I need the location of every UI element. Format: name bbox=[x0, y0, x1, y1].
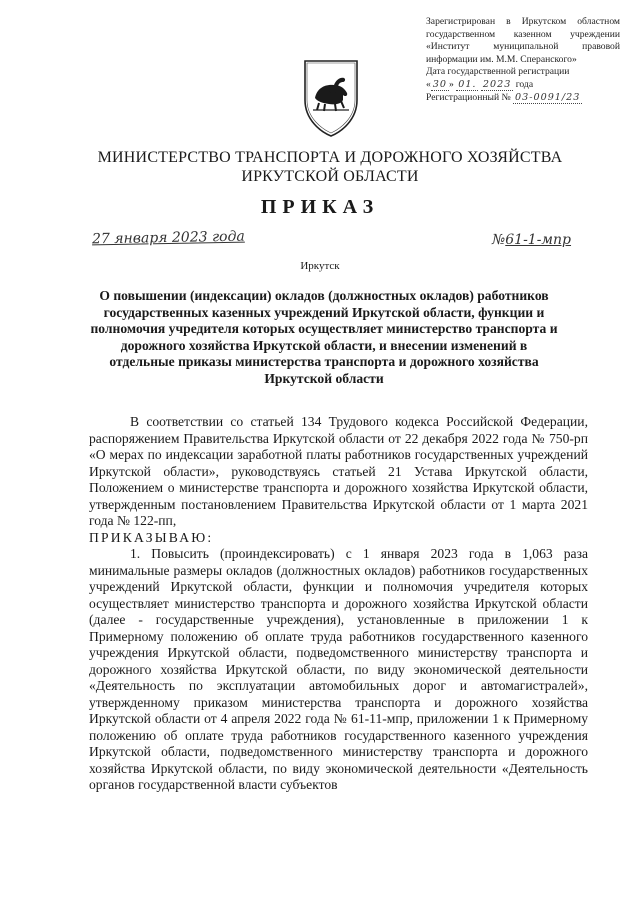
ministry-heading bbox=[80, 148, 580, 186]
registration-number: 03-0091/23 bbox=[515, 91, 581, 103]
registration-number-row: Регистрационный № 03-0091/23 bbox=[426, 91, 581, 103]
registration-line: государственном казенном учреждении bbox=[426, 28, 620, 40]
handwritten-number: 61-1-мпр bbox=[505, 232, 572, 248]
registration-day: 30 bbox=[432, 78, 448, 90]
number-prefix: № bbox=[492, 232, 506, 248]
registration-line: «Институт муниципальной правовой bbox=[426, 41, 620, 53]
handwritten-date: 27 января 2023 года bbox=[91, 228, 245, 248]
registration-line: информации им. М.М. Сперанского» bbox=[426, 53, 577, 65]
document-type: ПРИКАЗ bbox=[260, 196, 380, 218]
region-name: ИРКУТСКОЙ ОБЛАСТИ bbox=[241, 168, 419, 185]
document-subject: О повышении (индексации) окладов (должностных окладов) работников государственных казенных учреждений Иркутской области, функции и полномочия учредителя которых осуществляет министерство транспорта и дорожного хозяйства Иркутской области, и внесении изменений в отдельные приказы министерства транспорта и дорожного хозяйства Иркутской области bbox=[90, 288, 558, 386]
document-body bbox=[89, 414, 588, 794]
registration-year: 2023 bbox=[482, 78, 512, 90]
ministry-name: МИНИСТЕРСТВО ТРАНСПОРТА И ДОРОЖНОГО ХОЗЯЙСТВА bbox=[97, 149, 563, 166]
paragraph-item-1: 1. Повысить (проиндексировать) с 1 января 2023 года в 1,063 раза минимальные размеры окладов (должностных окладов) работников государственных учреждений Иркутской области, функции и полномочия учредителя которых осуществляет министерство транспорта и дорожного хозяйства Иркутской области (далее - государственные учреждения), установленные в приложении 1 к Примерному положению об оплате труда работников государственного казенного учреждения Иркутской области, подведомственного министерству транспорта и дорожного хозяйства Иркутской области, по виду экономической деятельности «Деятельность по эксплуатации автомобильных дорог и автомагистралей», утвержденному приказом министерства транспорта и дорожного хозяйства Иркутской области от 4 апреля 2022 года № 61-11-мпр, приложении 1 к Примерному положению об оплате труда работников государственного казенного учреждения Иркутской области, подведомственного министерству транспорта и дорожного хозяйства Иркутской области, по виду экономической деятельности «Деятельность органов государственной власти субъектов bbox=[89, 546, 588, 792]
registration-date: « 30 » 01. 2023 года bbox=[426, 78, 534, 90]
irkutsk-coat-of-arms-icon bbox=[301, 58, 361, 138]
preamble-paragraph: В соответствии со статьей 134 Трудового кодекса Российской Федерации, распоряжением Правительства Иркутской области от 22 декабря 2022 года № 750-рп «О мерах по индексации заработной платы работников государственных учреждений Иркутской области», руководствуясь статьей 21 Устава Иркутской области, Положением о министерстве транспорта и дорожного хозяйства Иркутской области, утвержденным постановлением Правительства Иркутской области от 1 марта 2021 года № 122-пп, bbox=[89, 414, 588, 528]
city: Иркутск bbox=[300, 260, 340, 272]
registration-line: Зарегистрирован в Иркутском областном bbox=[426, 16, 620, 27]
registration-month: 01. bbox=[458, 78, 477, 90]
order-number bbox=[492, 232, 571, 248]
registration-line: Дата государственной регистрации bbox=[426, 66, 570, 78]
order-word: ПРИКАЗЫВАЮ: bbox=[89, 529, 214, 545]
registration-stamp bbox=[426, 16, 620, 104]
